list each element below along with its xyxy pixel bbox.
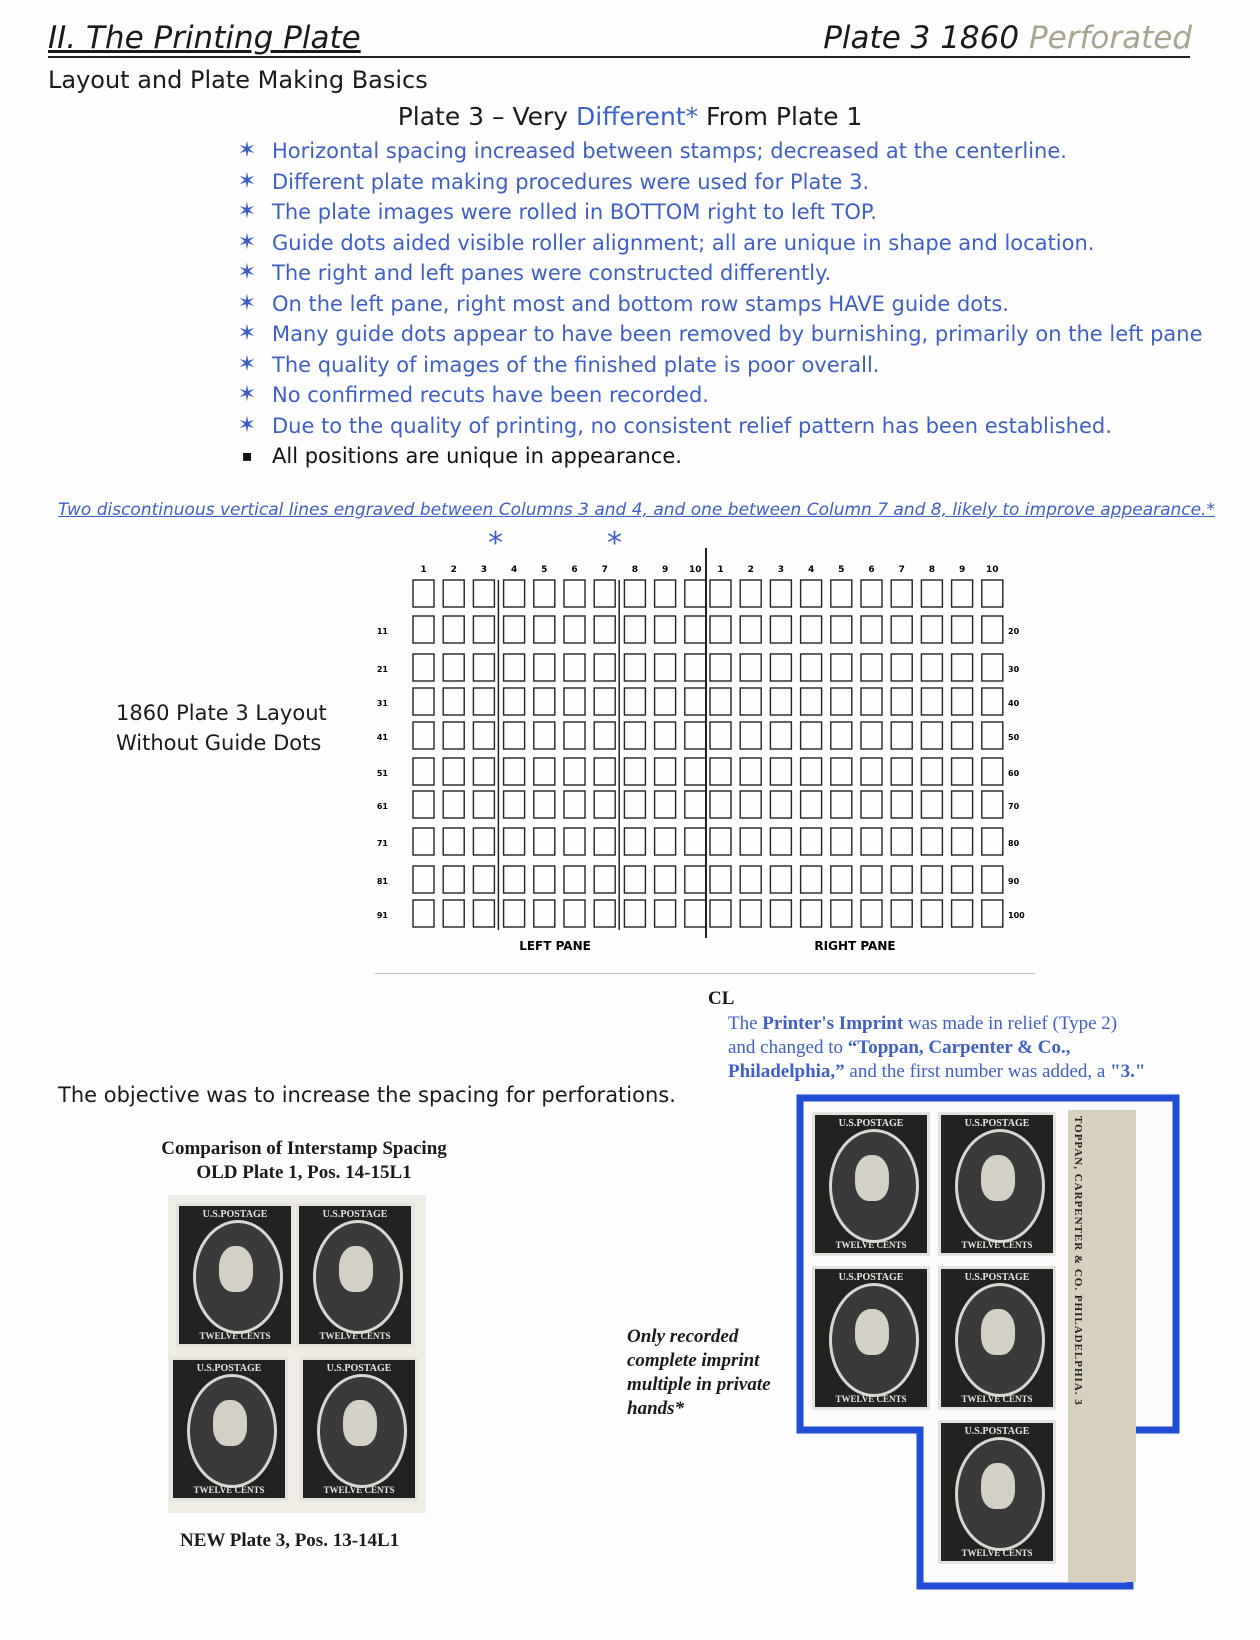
plate-position-cell [982, 616, 1003, 643]
plate-position-cell [685, 758, 706, 785]
page-subtitle: Layout and Plate Making Basics [48, 66, 428, 94]
plate-position-cell [413, 791, 434, 818]
bullet-star-icon: ✶ [237, 412, 257, 438]
row-label: 91 [376, 911, 388, 920]
plate-position-cell [921, 866, 942, 893]
plate-position-cell [952, 616, 973, 643]
plate-position-cell [504, 654, 525, 681]
plate-position-cell [982, 688, 1003, 715]
plate-position-cell [655, 688, 676, 715]
column-number: 8 [631, 565, 639, 575]
plate-position-cell [831, 900, 852, 927]
plate-position-cell [594, 616, 615, 643]
plate-position-cell [564, 580, 585, 607]
new-plate-caption: NEW Plate 3, Pos. 13-14L1 [180, 1530, 400, 1551]
plate-position-cell [534, 791, 555, 818]
plate-position-cell [413, 828, 434, 855]
plate-position-cell [564, 654, 585, 681]
bullet-item: ✶ The right and left panes were constructed differently. [236, 258, 1203, 289]
plate-position-cell [413, 866, 434, 893]
plate-position-cell [831, 654, 852, 681]
imprint-strip-text: TOPPAN, CARPENTER & CO. PHILADELPHIA. 3 [1072, 1116, 1084, 1406]
plate-position-cell [891, 828, 912, 855]
plate-position-cell [952, 758, 973, 785]
column-number: 4 [510, 565, 518, 575]
plate-position-cell [801, 866, 822, 893]
plate-position-cell [504, 616, 525, 643]
plate-position-cell [740, 866, 761, 893]
plate-position-cell [861, 900, 882, 927]
plate-position-cell [504, 580, 525, 607]
plate-position-cell [831, 828, 852, 855]
right-pane-label: RIGHT PANE [814, 939, 896, 953]
plate-position-cell [685, 791, 706, 818]
bullet-star-icon: ✶ [237, 382, 257, 407]
plate-position-cell [564, 900, 585, 927]
column-number: 10 [689, 565, 702, 575]
plate-position-cell [770, 791, 791, 818]
plate-position-cell [534, 722, 555, 749]
plate-position-cell [624, 900, 645, 927]
plate-position-cell [473, 688, 494, 715]
plate-position-cell [710, 722, 731, 749]
plate-position-cell [624, 688, 645, 715]
plate-position-cell [413, 900, 434, 927]
plate-position-cell [921, 791, 942, 818]
plate-position-cell [740, 688, 761, 715]
bullet-item: ✶ The plate images were rolled in BOTTOM right to left TOP. [236, 197, 1203, 228]
plate-position-cell [861, 722, 882, 749]
row-label: 61 [376, 802, 388, 811]
plate-position-cell [473, 828, 494, 855]
plate-label-main: Plate 3 1860 [823, 20, 1020, 56]
stamp-image: U.S.POSTAGE TWELVE CENTS [300, 1357, 418, 1501]
plate-position-cell [770, 722, 791, 749]
column-number: 2 [450, 565, 457, 575]
plate-position-cell [891, 654, 912, 681]
row-label: 20 [1008, 627, 1020, 636]
plate-position-cell [534, 900, 555, 927]
only-recorded-note: Only recorded complete imprint multiple in private hands* [627, 1326, 771, 1419]
stamp-image: U.S.POSTAGE TWELVE CENTS [812, 1266, 930, 1410]
plate-position-cell [831, 616, 852, 643]
plate-position-cell [952, 580, 973, 607]
plate-position-cell [770, 688, 791, 715]
plate-position-cell [861, 580, 882, 607]
plate-position-cell [921, 580, 942, 607]
stamp-image: U.S.POSTAGE TWELVE CENTS [296, 1203, 414, 1347]
plate-position-cell [921, 828, 942, 855]
plate-position-cell [655, 828, 676, 855]
plate-position-cell [710, 758, 731, 785]
bullet-star-icon: ✶ [237, 199, 257, 224]
plate-position-cell [982, 866, 1003, 893]
bullet-star-icon: ✶ [237, 321, 257, 346]
engraved-lines-note: Two discontinuous vertical lines engraved between Columns 3 and 4, and one between Column 7 and 8, likely to improve appearance.* [58, 500, 1215, 520]
plate-position-cell [891, 722, 912, 749]
plate-position-cell [770, 900, 791, 927]
plate-position-cell [685, 616, 706, 643]
plate-position-cell [624, 580, 645, 607]
bullet-item: ✶ Many guide dots appear to have been removed by burnishing, primarily on the left pane [236, 319, 1203, 350]
plate-position-cell [443, 791, 464, 818]
plate-position-cell [891, 758, 912, 785]
plate-position-cell [740, 828, 761, 855]
plate-position-cell [801, 758, 822, 785]
plate-position-cell [801, 828, 822, 855]
bullet-star-icon: ✶ [237, 168, 257, 194]
plate-position-cell [831, 722, 852, 749]
plate-position-cell [861, 616, 882, 643]
plate-position-cell [801, 722, 822, 749]
plate-position-cell [831, 580, 852, 607]
header-rule [48, 56, 1190, 58]
plate-position-cell [685, 580, 706, 607]
plate-position-cell [473, 654, 494, 681]
plate-position-cell [710, 580, 731, 607]
stamp-image: U.S.POSTAGE TWELVE CENTS [812, 1112, 930, 1256]
plate-position-cell [710, 616, 731, 643]
plate-position-cell [564, 828, 585, 855]
plate-position-cell [624, 791, 645, 818]
plate-position-cell [710, 688, 731, 715]
row-label: 81 [376, 877, 388, 886]
row-label: 41 [376, 733, 388, 742]
plate-position-cell [504, 758, 525, 785]
plate-position-cell [982, 654, 1003, 681]
plate-position-cell [952, 791, 973, 818]
plate-position-cell [504, 688, 525, 715]
plate-position-cell [504, 828, 525, 855]
plate-heading-pre: Plate 3 – Very [397, 102, 569, 131]
plate-position-cell [413, 616, 434, 643]
plate-position-cell [473, 866, 494, 893]
column-number: 5 [838, 565, 845, 575]
plate-position-cell [655, 791, 676, 818]
plate-position-cell [594, 688, 615, 715]
plate-position-cell [831, 758, 852, 785]
layout-caption: 1860 Plate 3 Layout Without Guide Dots [116, 701, 327, 755]
plate-position-cell [921, 688, 942, 715]
plate-position-cell [685, 722, 706, 749]
bullet-item: ▪ All positions are unique in appearance. [236, 441, 1203, 472]
plate-position-cell [443, 900, 464, 927]
plate-position-cell [740, 900, 761, 927]
plate-position-cell [473, 722, 494, 749]
plate-position-cell [982, 580, 1003, 607]
plate-heading-highlight: Different* [576, 102, 699, 131]
plate-position-cell [504, 900, 525, 927]
row-label: 11 [376, 627, 388, 636]
bullet-item: ✶ The quality of images of the finished plate is poor overall. [236, 350, 1203, 381]
plate-position-cell [504, 791, 525, 818]
plate-position-cell [891, 688, 912, 715]
plate-position-cell [413, 654, 434, 681]
row-label: 31 [376, 699, 388, 708]
plate-position-cell [564, 688, 585, 715]
plate-position-cell [952, 828, 973, 855]
row-label: 50 [1008, 733, 1020, 742]
plate-position-cell [624, 654, 645, 681]
centerline-label: CL [708, 988, 735, 1009]
plate-position-cell [740, 758, 761, 785]
plate-position-cell [685, 688, 706, 715]
plate-position-cell [413, 688, 434, 715]
plate-layout-grid [370, 548, 1030, 968]
plate-position-cell [534, 688, 555, 715]
row-label: 40 [1008, 699, 1020, 708]
plate-position-cell [921, 722, 942, 749]
plate-position-cell [770, 654, 791, 681]
plate-position-cell [710, 654, 731, 681]
plate-position-cell [740, 580, 761, 607]
plate-position-cell [564, 722, 585, 749]
plate-position-cell [443, 866, 464, 893]
plate-position-cell [564, 866, 585, 893]
plate-position-cell [861, 828, 882, 855]
imprint-description: The Printer's Imprint was made in relief (Type 2) and changed to “Toppan, Carpenter & Co., Philadelphia,” and the first number was added, a "3." [728, 1013, 1146, 1082]
plate-position-cell [952, 688, 973, 715]
plate-position-cell [473, 900, 494, 927]
column-number: 9 [958, 565, 966, 575]
left-pane-label: LEFT PANE [519, 939, 591, 953]
plate-position-cell [564, 758, 585, 785]
plate-position-cell [624, 828, 645, 855]
plate-position-cell [534, 580, 555, 607]
plate-position-cell [770, 616, 791, 643]
bullet-item: ✶ No confirmed recuts have been recorded. [236, 380, 1203, 411]
plate-position-cell [655, 758, 676, 785]
plate-position-cell [770, 580, 791, 607]
stamp-image: U.S.POSTAGE TWELVE CENTS [938, 1112, 1056, 1256]
plate-label-tail: Perforated [1028, 20, 1192, 56]
bullet-item: ✶ On the left pane, right most and bottom row stamps HAVE guide dots. [236, 289, 1203, 320]
plate-position-cell [624, 758, 645, 785]
plate-position-cell [801, 616, 822, 643]
plate-position-cell [443, 758, 464, 785]
row-label: 80 [1008, 839, 1020, 848]
plate-position-cell [534, 866, 555, 893]
plate-position-cell [861, 758, 882, 785]
comparison-caption: Comparison of Interstamp Spacing OLD Plate 1, Pos. 14-15L1 [161, 1138, 447, 1183]
plate-position-cell [952, 654, 973, 681]
plate-position-cell [564, 791, 585, 818]
plate-position-cell [982, 828, 1003, 855]
plate-position-cell [685, 900, 706, 927]
plate-position-cell [473, 758, 494, 785]
plate-position-cell [831, 866, 852, 893]
plate-position-cell [921, 758, 942, 785]
plate-position-cell [982, 900, 1003, 927]
plate-position-cell [443, 722, 464, 749]
plate-position-cell [891, 616, 912, 643]
plate-position-cell [921, 900, 942, 927]
plate-position-cell [534, 616, 555, 643]
plate-position-cell [710, 828, 731, 855]
plate-position-cell [504, 722, 525, 749]
plate-position-cell [624, 616, 645, 643]
plate-position-cell [801, 654, 822, 681]
plate-position-cell [624, 722, 645, 749]
bullet-list [236, 136, 1203, 472]
plate-position-cell [594, 791, 615, 818]
plate-heading [0, 102, 1260, 131]
plate-position-cell [801, 791, 822, 818]
column-number: 2 [747, 565, 754, 575]
plate-position-cell [594, 580, 615, 607]
plate-position-cell [655, 866, 676, 893]
plate-position-cell [443, 654, 464, 681]
column-number: 4 [807, 565, 815, 575]
plate-position-cell [504, 866, 525, 893]
plate-position-cell [831, 688, 852, 715]
column-number: 10 [986, 565, 999, 575]
row-label: 30 [1008, 665, 1020, 674]
plate-position-cell [710, 900, 731, 927]
plate-position-cell [594, 722, 615, 749]
plate-position-cell [740, 791, 761, 818]
plate-position-cell [952, 900, 973, 927]
plate-position-cell [831, 791, 852, 818]
stamp-image: U.S.POSTAGE TWELVE CENTS [938, 1266, 1056, 1410]
plate-position-cell [443, 688, 464, 715]
plate-position-cell [594, 654, 615, 681]
stamp-image: U.S.POSTAGE TWELVE CENTS [170, 1357, 288, 1501]
plate-position-cell [861, 654, 882, 681]
plate-position-cell [740, 654, 761, 681]
plate-position-cell [594, 758, 615, 785]
comparison-stamp-block [168, 1195, 426, 1513]
plate-position-cell [685, 866, 706, 893]
plate-position-cell [443, 580, 464, 607]
plate-position-cell [655, 616, 676, 643]
plate-position-cell [443, 828, 464, 855]
row-label: 71 [376, 839, 388, 848]
plate-position-cell [982, 722, 1003, 749]
column-number: 1 [717, 565, 724, 575]
plate-position-cell [982, 758, 1003, 785]
column-number: 9 [661, 565, 669, 575]
plate-position-cell [801, 900, 822, 927]
column-number: 8 [928, 565, 936, 575]
plate-position-cell [594, 828, 615, 855]
plate-position-cell [655, 580, 676, 607]
plate-position-cell [534, 758, 555, 785]
plate-position-cell [655, 900, 676, 927]
plate-position-cell [740, 616, 761, 643]
bullet-item: ✶ Horizontal spacing increased between stamps; decreased at the centerline. [236, 136, 1203, 167]
column-number: 3 [480, 565, 488, 575]
column-number: 6 [868, 565, 875, 575]
plate-position-cell [952, 722, 973, 749]
objective-text: The objective was to increase the spacing for perforations. [58, 1083, 676, 1107]
plate-position-cell [861, 791, 882, 818]
plate-position-cell [891, 900, 912, 927]
column-number: 1 [420, 565, 427, 575]
plate-position-cell [473, 616, 494, 643]
bullet-star-icon: ✶ [237, 229, 257, 255]
row-label: 21 [376, 665, 388, 674]
plate-position-cell [770, 758, 791, 785]
plate-position-cell [710, 866, 731, 893]
bullet-item: ✶ Guide dots aided visible roller alignment; all are unique in shape and location. [236, 228, 1203, 259]
bullet-star-icon: ✶ [237, 290, 257, 316]
plate-position-cell [473, 791, 494, 818]
plate-position-cell [624, 866, 645, 893]
section-title: II. The Printing Plate [48, 20, 361, 56]
stamp-image: U.S.POSTAGE TWELVE CENTS [938, 1420, 1056, 1564]
plate-position-cell [594, 866, 615, 893]
row-label: 100 [1008, 911, 1025, 920]
plate-position-cell [564, 616, 585, 643]
bullet-item: ✶ Different plate making procedures were used for Plate 3. [236, 167, 1203, 198]
column-number: 5 [541, 565, 548, 575]
plate-position-cell [891, 791, 912, 818]
plate-position-cell [891, 580, 912, 607]
plate-heading-post: From Plate 1 [706, 102, 863, 131]
bullet-square-icon: ▪ [241, 446, 253, 465]
plate-position-cell [413, 722, 434, 749]
plate-position-cell [982, 791, 1003, 818]
column-number: 7 [898, 565, 905, 575]
row-label: 60 [1008, 769, 1020, 778]
stamp-image: U.S.POSTAGE TWELVE CENTS [176, 1203, 294, 1347]
plate-position-cell [921, 654, 942, 681]
plate-position-cell [770, 866, 791, 893]
plate-position-cell [952, 866, 973, 893]
column-number: 6 [571, 565, 578, 575]
plate-position-cell [413, 580, 434, 607]
column-3-4-star-icon: * [488, 526, 503, 561]
plate-position-cell [655, 722, 676, 749]
plate-position-cell [861, 688, 882, 715]
bullet-star-icon: ✶ [237, 260, 257, 285]
plate-position-cell [443, 616, 464, 643]
bullet-star-icon: ✶ [237, 351, 257, 377]
plate-position-cell [801, 688, 822, 715]
plate-position-cell [770, 828, 791, 855]
plate-label [823, 20, 1192, 56]
plate-position-cell [413, 758, 434, 785]
plate-position-cell [473, 580, 494, 607]
column-7-8-star-icon: * [607, 526, 622, 561]
row-label: 70 [1008, 802, 1020, 811]
plate-position-cell [685, 654, 706, 681]
plate-position-cell [891, 866, 912, 893]
plate-position-cell [710, 791, 731, 818]
plate-position-cell [685, 828, 706, 855]
plate-position-cell [655, 654, 676, 681]
row-label: 90 [1008, 877, 1020, 886]
plate-position-cell [801, 580, 822, 607]
plate-position-cell [740, 722, 761, 749]
plate-position-cell [861, 866, 882, 893]
column-number: 7 [601, 565, 608, 575]
bullet-item: ✶ Due to the quality of printing, no consistent relief pattern has been established. [236, 411, 1203, 442]
separator-line [375, 973, 1035, 974]
bullet-star-icon: ✶ [237, 138, 257, 163]
plate-position-cell [594, 900, 615, 927]
column-number: 3 [777, 565, 785, 575]
plate-position-cell [921, 616, 942, 643]
row-label: 51 [376, 769, 388, 778]
plate-position-cell [534, 828, 555, 855]
plate-position-cell [534, 654, 555, 681]
